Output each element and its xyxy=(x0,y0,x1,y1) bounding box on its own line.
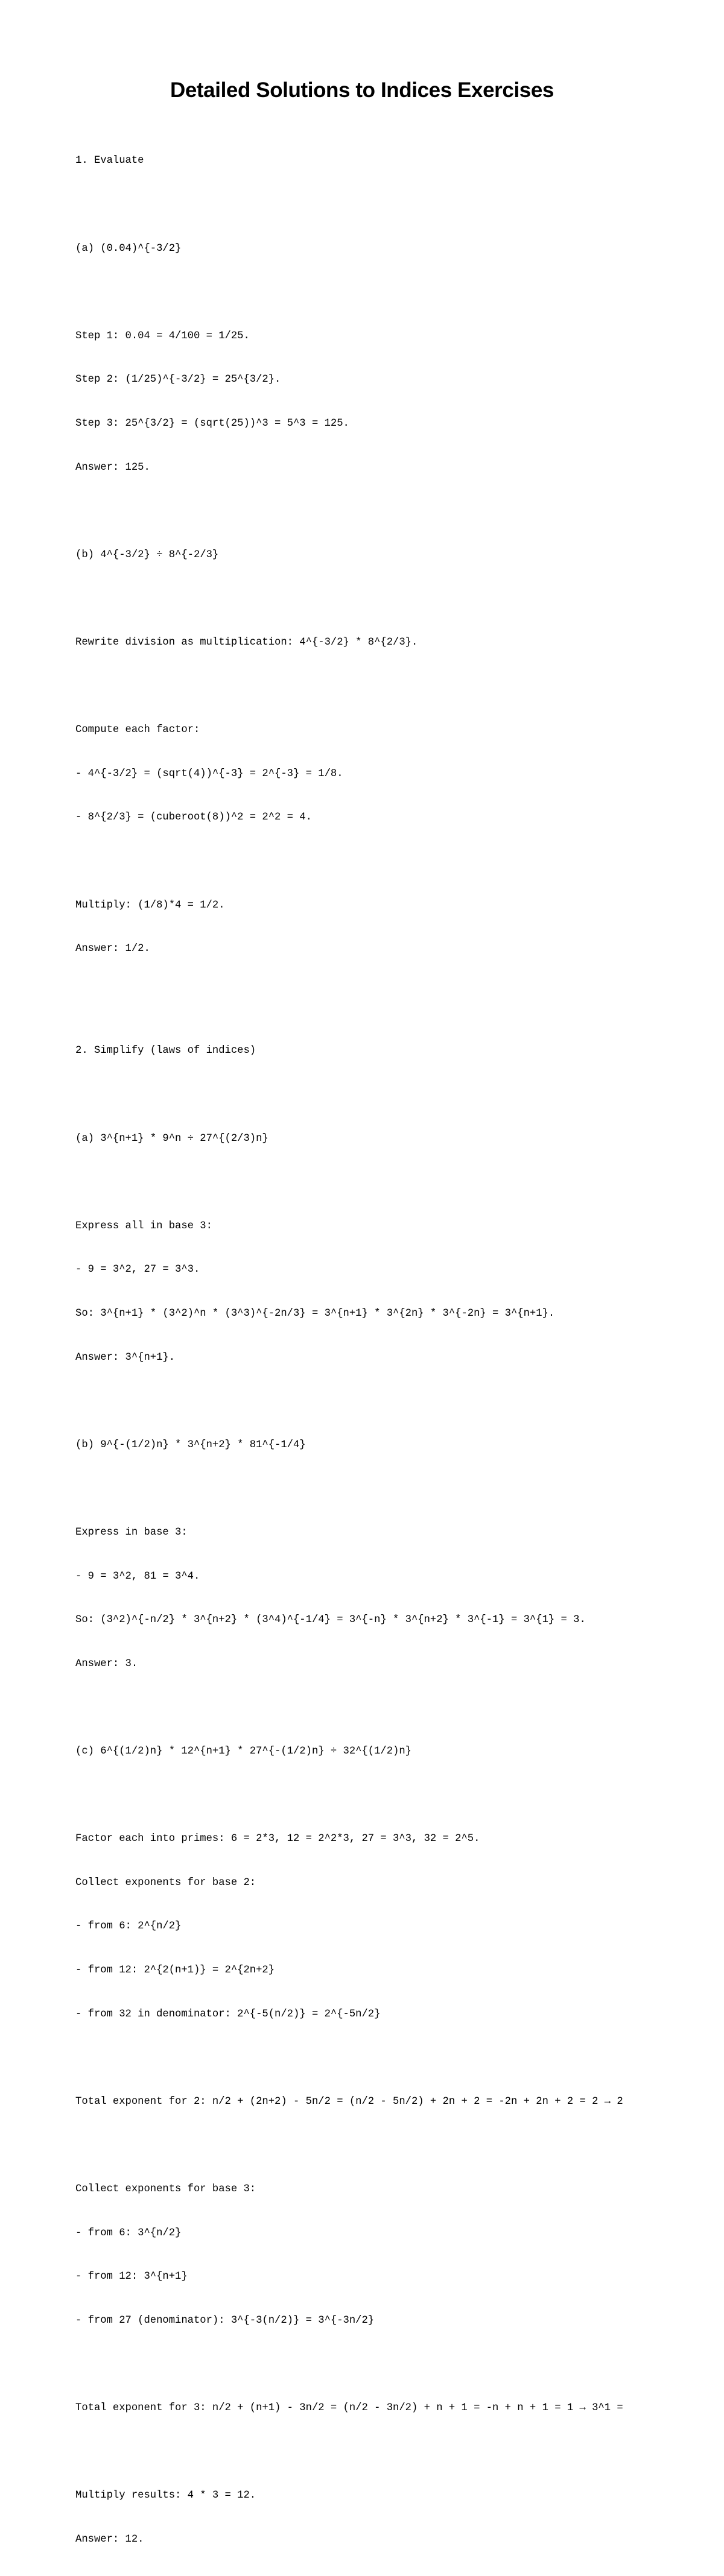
section-1-heading: 1. Evaluate xyxy=(75,155,144,167)
section-2-part-c-collect2-from12: - from 12: 2^{2(n+1)} = 2^{2n+2} xyxy=(75,1964,275,1976)
section-1-part-a-answer: Answer: 125. xyxy=(75,461,150,473)
section-2-part-a-so: So: 3^{n+1} * (3^2)^n * (3^3)^{-2n/3} = 3^{n+1} * 3^{2n} * 3^{-2n} = 3^{n+1}. xyxy=(75,1308,555,1320)
section-2-part-c-collect3-heading: Collect exponents for base 3: xyxy=(75,2183,256,2195)
section-2-part-a-express: Express all in base 3: xyxy=(75,1220,212,1232)
page-title: Detailed Solutions to Indices Exercises xyxy=(170,78,554,102)
section-2-part-a-problem: (a) 3^{n+1} * 9^n ÷ 27^{(2/3)n} xyxy=(75,1132,268,1144)
section-2-part-c-collect3-from27: - from 27 (denominator): 3^{-3(n/2)} = 3^{-3n/2} xyxy=(75,2314,375,2326)
section-1-part-b-rewrite: Rewrite division as multiplication: 4^{-3/2} * 8^{2/3}. xyxy=(75,636,418,648)
section-2-part-a-bases: - 9 = 3^2, 27 = 3^3. xyxy=(75,1264,200,1276)
section-2-part-c-answer: Answer: 12. xyxy=(75,2533,144,2545)
section-2-part-b-express: Express in base 3: xyxy=(75,1527,188,1539)
section-2-part-c-collect2-heading: Collect exponents for base 2: xyxy=(75,1877,256,1889)
section-2-part-c-collect2-from6: - from 6: 2^{n/2} xyxy=(75,1921,182,1933)
section-2-part-c-total2: Total exponent for 2: n/2 + (2n+2) - 5n/2 = (n/2 - 5n/2) + 2n + 2 = -2n + 2n + 2 = 2 → 2 xyxy=(75,2095,623,2107)
document-body xyxy=(75,125,724,2576)
section-1-part-b-factor-2: - 8^{2/3} = (cuberoot(8))^2 = 2^2 = 4. xyxy=(75,812,312,824)
section-2-part-c-problem: (c) 6^{(1/2)n} * 12^{n+1} * 27^{-(1/2)n} ÷ 32^{(1/2)n} xyxy=(75,1745,411,1757)
section-1-part-a-step-2: Step 2: (1/25)^{-3/2} = 25^{3/2}. xyxy=(75,374,281,386)
section-2-part-c-collect3-from6: - from 6: 3^{n/2} xyxy=(75,2227,182,2239)
section-2-part-c-collect3-from12: - from 12: 3^{n+1} xyxy=(75,2271,188,2283)
section-1-part-b-multiply: Multiply: (1/8)*4 = 1/2. xyxy=(75,899,225,911)
section-1-part-b-problem: (b) 4^{-3/2} ÷ 8^{-2/3} xyxy=(75,549,219,561)
section-2-part-c-factor: Factor each into primes: 6 = 2*3, 12 = 2^2*3, 27 = 3^3, 32 = 2^5. xyxy=(75,1833,480,1845)
section-2-part-c-multiply: Multiply results: 4 * 3 = 12. xyxy=(75,2490,256,2502)
section-2-part-b-problem: (b) 9^{-(1/2)n} * 3^{n+2} * 81^{-1/4} xyxy=(75,1439,306,1451)
section-1-part-b-compute-heading: Compute each factor: xyxy=(75,724,200,736)
section-2-part-c-total3: Total exponent for 3: n/2 + (n+1) - 3n/2 = (n/2 - 3n/2) + n + 1 = -n + n + 1 = 1 → 3^1 = xyxy=(75,2402,623,2414)
section-1-part-a-problem: (a) (0.04)^{-3/2} xyxy=(75,242,182,254)
section-2-part-b-so: So: (3^2)^{-n/2} * 3^{n+2} * (3^4)^{-1/4} = 3^{-n} * 3^{n+2} * 3^{-1} = 3^{1} = 3. xyxy=(75,1614,586,1626)
section-1-part-a-step-3: Step 3: 25^{3/2} = (sqrt(25))^3 = 5^3 = 125. xyxy=(75,417,349,429)
section-2-part-b-answer: Answer: 3. xyxy=(75,1658,138,1670)
section-1-part-a-step-1: Step 1: 0.04 = 4/100 = 1/25. xyxy=(75,330,250,342)
section-2-part-a-answer: Answer: 3^{n+1}. xyxy=(75,1351,176,1363)
section-2-heading: 2. Simplify (laws of indices) xyxy=(75,1045,256,1057)
section-1-part-b-answer: Answer: 1/2. xyxy=(75,943,150,955)
section-2-part-c-collect2-from32: - from 32 in denominator: 2^{-5(n/2)} = 2^{-5n/2} xyxy=(75,2008,381,2020)
section-1-part-b-factor-1: - 4^{-3/2} = (sqrt(4))^{-3} = 2^{-3} = 1/8. xyxy=(75,768,343,780)
section-2-part-b-bases: - 9 = 3^2, 81 = 3^4. xyxy=(75,1570,200,1582)
